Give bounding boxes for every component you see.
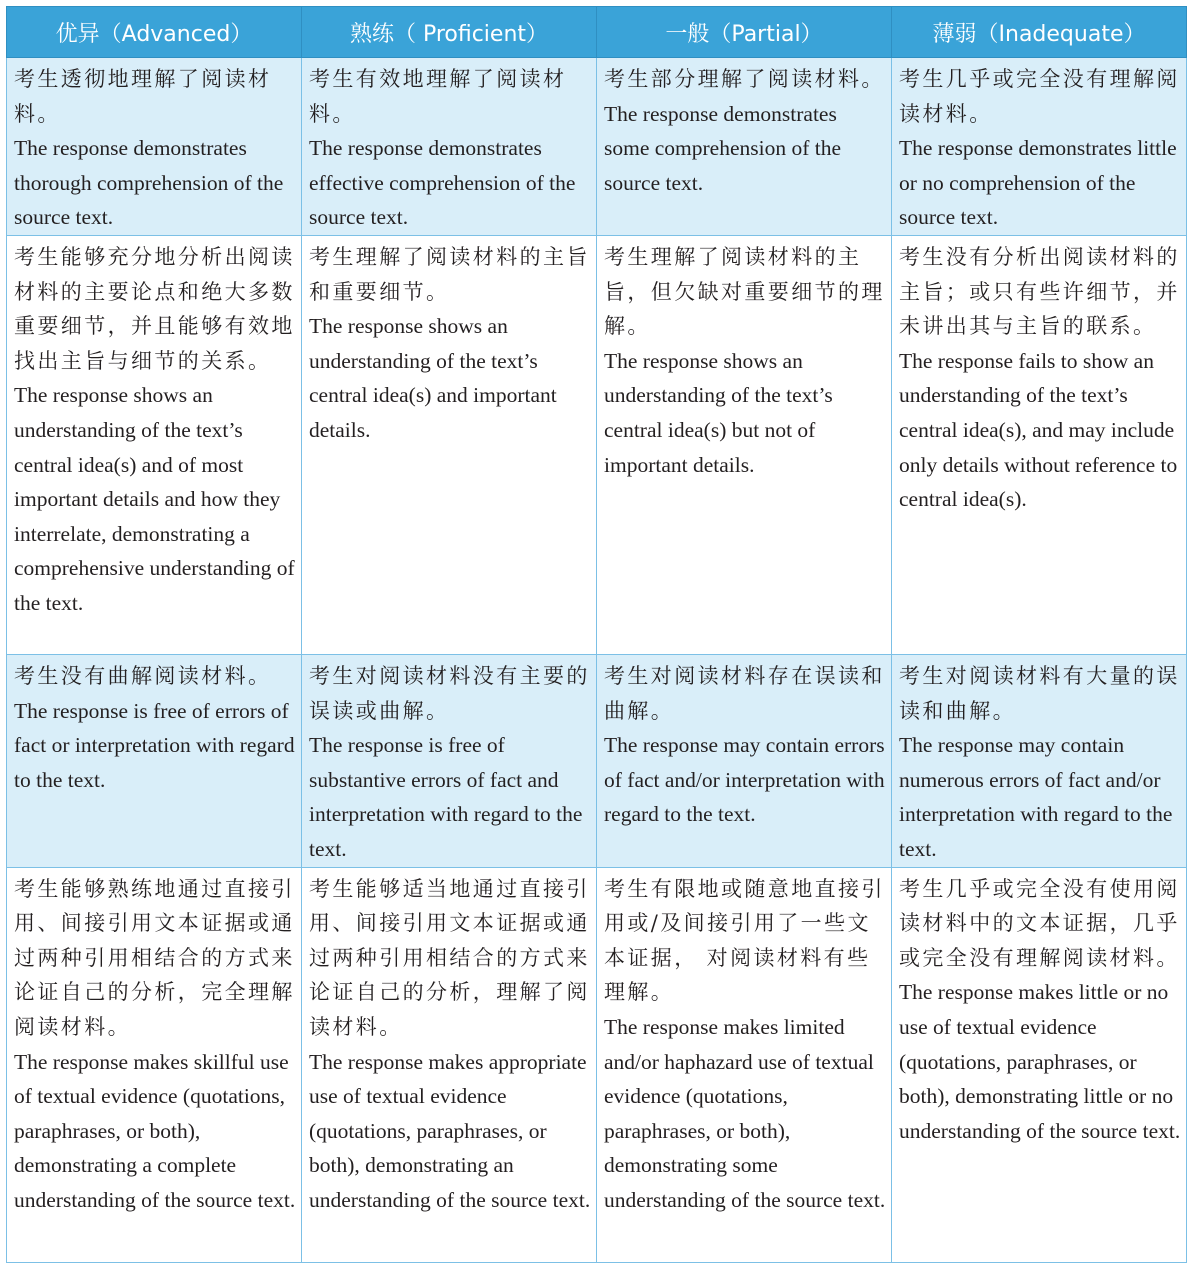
cell-proficient <box>302 235 597 654</box>
cell-text-zh: 考生几乎或完全没有理解阅读材料。 <box>899 67 1180 126</box>
cell-text-zh: 考生能够熟练地通过直接引用、间接引用文本证据或通过两种引用相结合的方式来论证自己的分析，完全理解阅读材料。 <box>14 876 295 1039</box>
cell-text-zh: 考生理解了阅读材料的主旨，但欠缺对重要细节的理解。 <box>604 244 885 339</box>
header-partial: 一般（Partial） <box>597 7 892 58</box>
rubric-row-comprehension <box>7 58 1187 236</box>
cell-text-en: The response makes appropriate use of textual evidence (quotations, paraphrases, or both), demonstrating an understanding of the source text. <box>309 1049 591 1212</box>
cell-text-zh: 考生没有分析出阅读材料的主旨；或只有些许细节，并未讲出其与主旨的联系。 <box>899 244 1180 339</box>
cell-text-en: The response makes limited and/or haphazard use of textual evidence (quotations, paraphrases, or both), demonstrating some understanding of the source text. <box>604 1014 886 1212</box>
cell-text-en: The response may contain errors of fact and/or interpretation with regard to the text. <box>604 733 885 827</box>
cell-text-en: The response is free of errors of fact or interpretation with regard to the text. <box>14 698 295 792</box>
cell-inadequate <box>892 235 1187 654</box>
rubric-row-accuracy <box>7 654 1187 867</box>
cell-text-en: The response demonstrates some comprehension of the source text. <box>604 101 842 195</box>
cell-proficient <box>302 654 597 867</box>
cell-proficient <box>302 867 597 1262</box>
cell-advanced <box>7 58 302 236</box>
cell-text-en: The response demonstrates effective comprehension of the source text. <box>309 136 576 230</box>
cell-text-en: The response shows an understanding of the text’s central idea(s) and of most important details and how they interrelate, demonstrating a comprehensive understanding of the text. <box>14 383 295 615</box>
cell-text-zh: 考生透彻地理解了阅读材料。 <box>14 67 272 126</box>
cell-partial <box>597 235 892 654</box>
cell-text-en: The response demonstrates little or no comprehension of the source text. <box>899 136 1177 230</box>
cell-text-zh: 考生几乎或完全没有使用阅读材料中的文本证据，几乎或完全没有理解阅读材料。 <box>899 876 1180 970</box>
cell-inadequate <box>892 867 1187 1262</box>
cell-inadequate <box>892 58 1187 236</box>
cell-text-en: The response fails to show an understanding of the text’s central idea(s), and may include only details without reference to central idea(s). <box>899 348 1178 512</box>
cell-text-en: The response makes little or no use of textual evidence (quotations, paraphrases, or both), demonstrating little or no understanding of the source text. <box>899 980 1181 1143</box>
cell-text-zh: 考生对阅读材料没有主要的误读或曲解。 <box>309 663 590 723</box>
cell-advanced <box>7 867 302 1262</box>
cell-text-en: The response shows an understanding of the text’s central idea(s) but not of important details. <box>604 348 833 477</box>
cell-proficient <box>302 58 597 236</box>
cell-text-zh: 考生部分理解了阅读材料。 <box>604 67 885 91</box>
rubric-row-evidence <box>7 867 1187 1262</box>
cell-text-zh: 考生能够适当地通过直接引用、间接引用文本证据或通过两种引用相结合的方式来论证自己的分析，理解了阅读材料。 <box>309 876 590 1039</box>
cell-text-en: The response demonstrates thorough comprehension of the source text. <box>14 136 284 230</box>
cell-text-zh: 考生能够充分地分析出阅读材料的主要论点和绝大多数重要细节，并且能够有效地找出主旨与细节的关系。 <box>14 244 295 373</box>
cell-text-zh: 考生没有曲解阅读材料。 <box>14 663 272 688</box>
header-proficient: 熟练（ Proficient） <box>302 7 597 58</box>
cell-text-zh: 考生理解了阅读材料的主旨和重要细节。 <box>309 244 590 304</box>
cell-text-zh: 考生对阅读材料存在误读和曲解。 <box>604 663 885 723</box>
cell-text-en: The response shows an understanding of the text’s central idea(s) and important details. <box>309 314 557 442</box>
cell-partial <box>597 867 892 1262</box>
cell-text-zh: 考生有限地或随意地直接引用或/及间接引用了一些文本证据， 对阅读材料有些理解。 <box>604 876 885 1005</box>
cell-text-zh: 考生有效地理解了阅读材料。 <box>309 67 567 126</box>
rubric-row-central-idea <box>7 235 1187 654</box>
cell-advanced <box>7 235 302 654</box>
cell-partial <box>597 654 892 867</box>
cell-partial <box>597 58 892 236</box>
header-advanced: 优异（Advanced） <box>7 7 302 58</box>
cell-text-en: The response makes skillful use of textual evidence (quotations, paraphrases, or both), demonstrating a complete understanding of the source text. <box>14 1049 296 1212</box>
rubric-table <box>6 6 1187 1263</box>
cell-text-en: The response may contain numerous errors of fact and/or interpretation with regard to the text. <box>899 733 1173 861</box>
cell-text-zh: 考生对阅读材料有大量的误读和曲解。 <box>899 663 1180 723</box>
header-inadequate: 薄弱（Inadequate） <box>892 7 1187 58</box>
cell-advanced <box>7 654 302 867</box>
cell-inadequate <box>892 654 1187 867</box>
cell-text-en: The response is free of substantive errors of fact and interpretation with regard to the text. <box>309 733 583 861</box>
header-row <box>7 7 1187 58</box>
